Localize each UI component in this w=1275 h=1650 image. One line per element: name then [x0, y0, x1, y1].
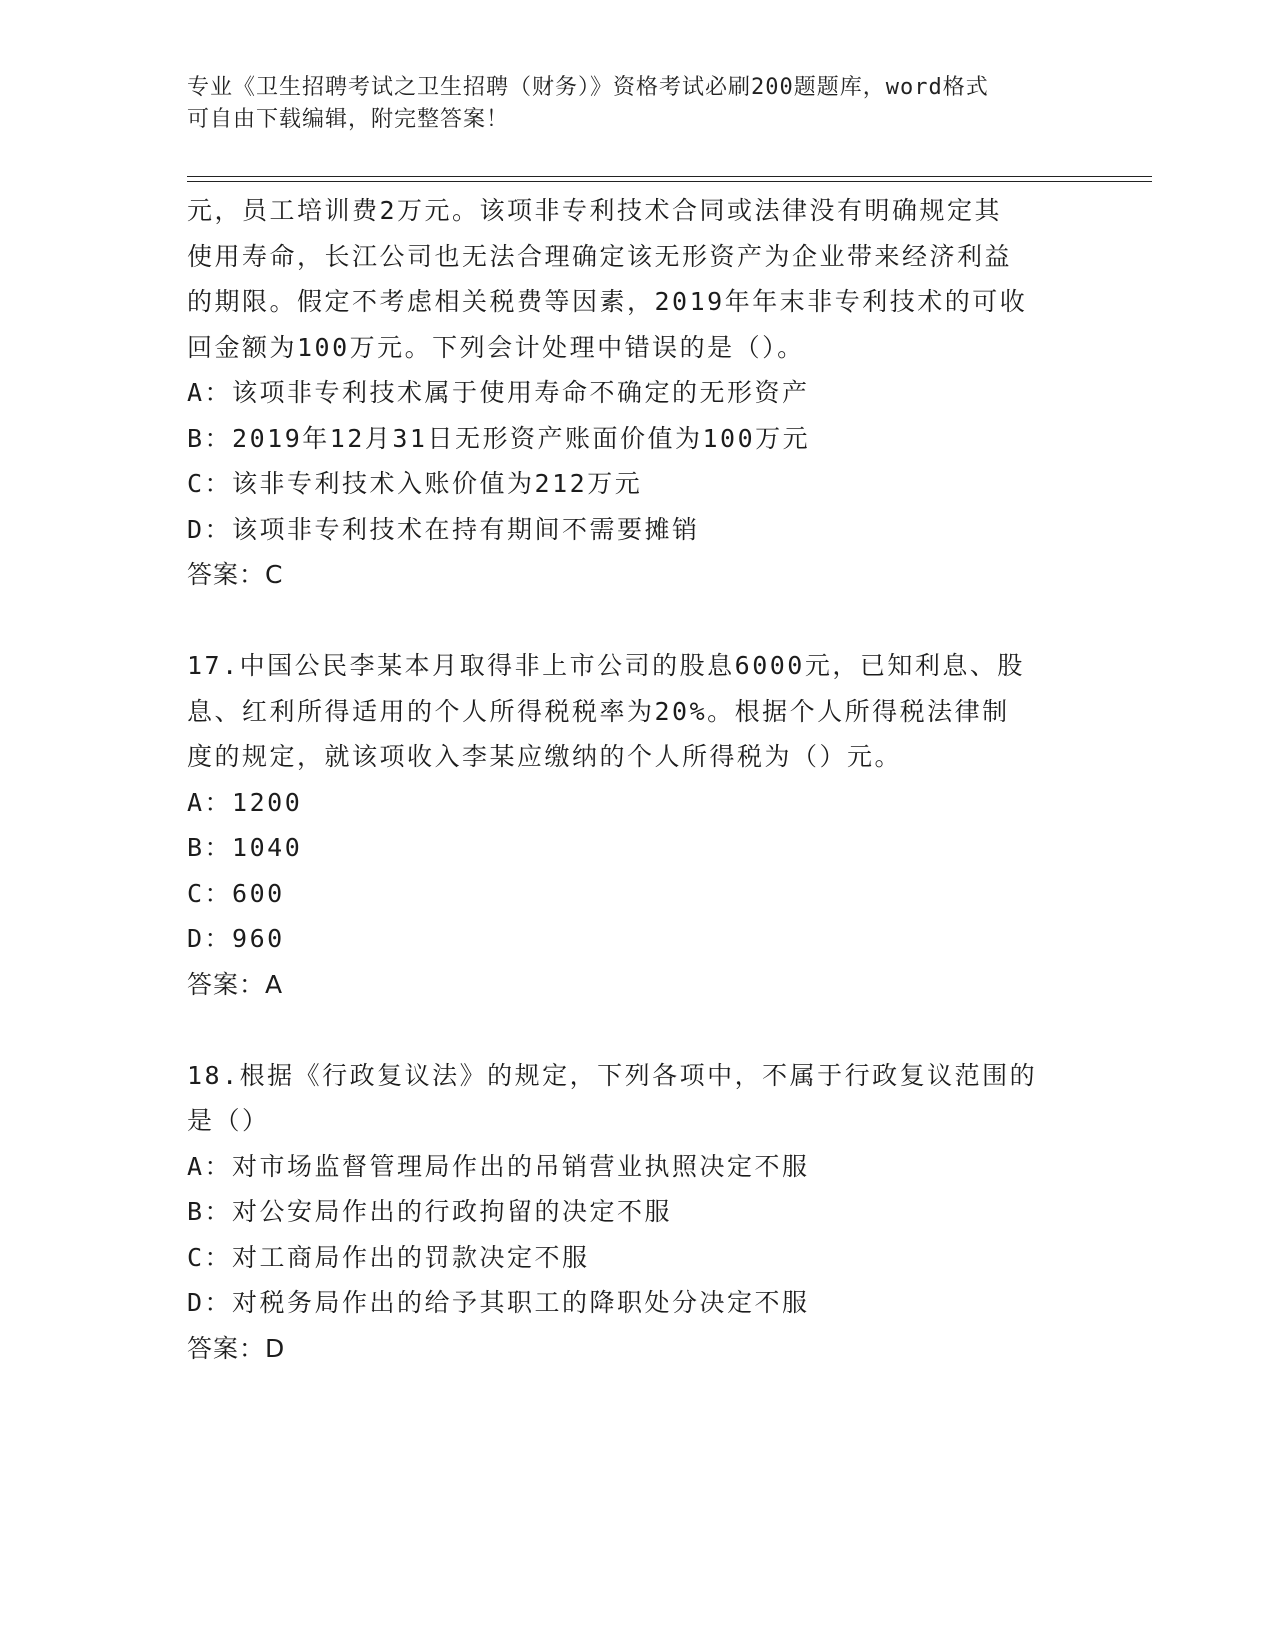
option-d: D：该项非专利技术在持有期间不需要摊销: [187, 514, 700, 544]
question-stem-line: 元，员工培训费2万元。该项非专利技术合同或法律没有明确规定其: [187, 196, 1003, 225]
option-c: C：600: [187, 878, 285, 908]
header-title-line-2: 可自由下载编辑，附完整答案！: [187, 107, 510, 132]
question-block: [187, 1053, 1077, 1372]
option-d: D：960: [187, 924, 285, 953]
question-stem-line: 的期限。假定不考虑相关税费等因素，2019年年末非专利技术的可收: [187, 287, 1028, 316]
document-body: [187, 188, 1077, 1371]
option-b: B：2019年12月31日无形资产账面价值为100万元: [187, 423, 811, 453]
question-stem-line: 回金额为100万元。下列会计处理中错误的是（）。: [187, 332, 805, 362]
question-block: [187, 643, 1077, 1007]
question-stem-line: 17.中国公民李某本月取得非上市公司的股息6000元，已知利息、股: [187, 651, 1025, 680]
header-double-rule: [187, 176, 1152, 182]
option-a: A：1200: [187, 787, 303, 817]
answer-line: 答案：C: [187, 560, 284, 589]
option-b: B：1040: [187, 833, 303, 862]
question-stem-line: 息、红利所得适用的个人所得税税率为20%。根据个人所得税法律制: [187, 696, 1010, 726]
question-stem-line: 18.根据《行政复议法》的规定，下列各项中，不属于行政复议范围的: [187, 1060, 1038, 1090]
spacer: [187, 598, 1077, 644]
question-stem-line: 是（）: [187, 1106, 270, 1135]
answer-line: 答案：D: [187, 1333, 286, 1363]
header-title-line-1: 专业《卫生招聘考试之卫生招聘（财务）》资格考试必刷200题题库，word格式: [187, 75, 989, 100]
option-b: B：对公安局作出的行政拘留的决定不服: [187, 1197, 673, 1226]
question-stem-line: 使用寿命，长江公司也无法合理确定该无形资产为企业带来经济利益: [187, 241, 1013, 271]
question-block: [187, 188, 1077, 598]
option-c: C：该非专利技术入账价值为212万元: [187, 469, 643, 498]
document-header: [187, 72, 1087, 136]
question-stem-line: 度的规定，就该项收入李某应缴纳的个人所得税为（）元。: [187, 742, 903, 771]
option-a: A：该项非专利技术属于使用寿命不确定的无形资产: [187, 378, 810, 407]
option-a: A：对市场监督管理局作出的吊销营业执照决定不服: [187, 1151, 810, 1181]
option-d: D：对税务局作出的给予其职工的降职处分决定不服: [187, 1288, 810, 1317]
answer-line: 答案：A: [187, 969, 284, 999]
option-c: C：对工商局作出的罚款决定不服: [187, 1242, 590, 1272]
spacer: [187, 1007, 1077, 1053]
